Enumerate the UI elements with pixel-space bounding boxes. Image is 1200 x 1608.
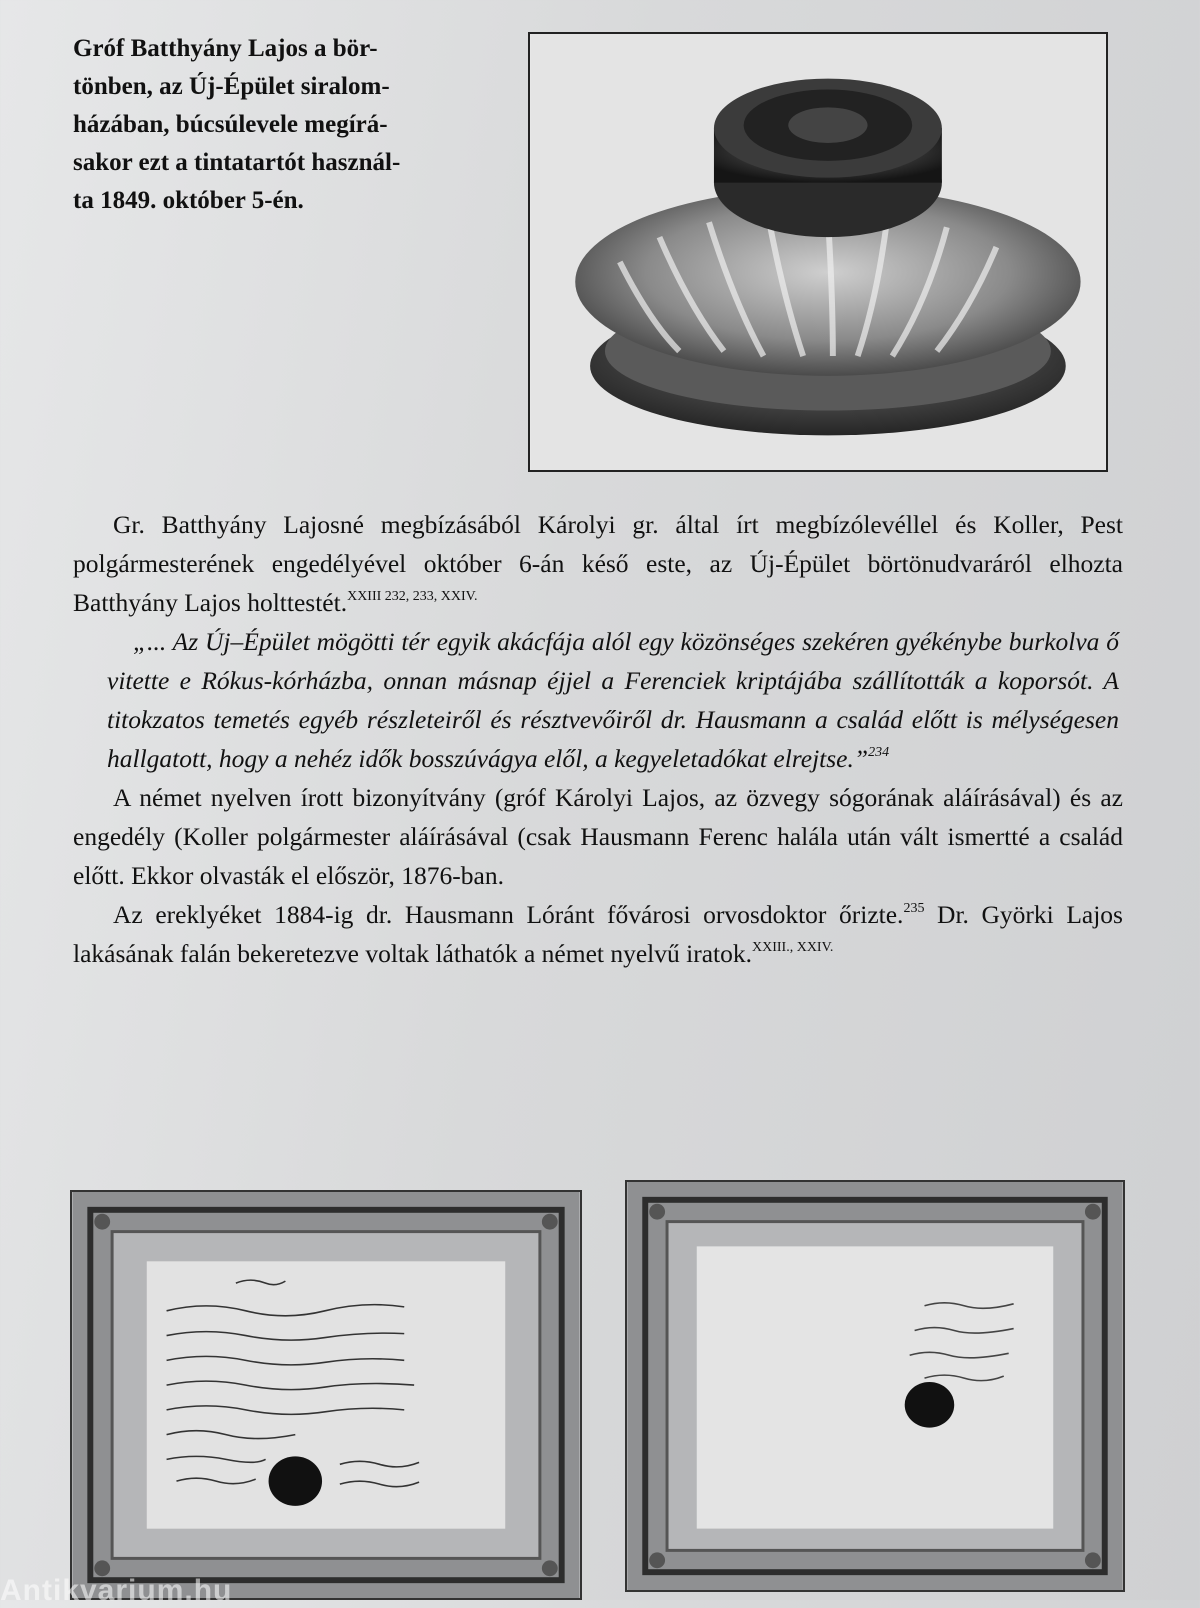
footnote-ref: XXIII., XXIV. — [752, 939, 834, 955]
paragraph-2: A német nyelven írott bizonyítvány (gróf Károlyi Lajos, az özvegy sógorának aláírásával) és az engedély (Koller polgármester aláírásával (csak Hausmann Ferenc halála után vált ismertté a család előtt. Ekkor olvasták el először, 1876-ban. — [73, 783, 1123, 890]
inkwell-photo — [528, 32, 1108, 472]
paragraph-3 — [73, 895, 1123, 973]
main-text — [73, 505, 1123, 973]
paragraph-1-text: Gr. Batthyány Lajosné megbízásából Károlyi gr. által írt megbízólevéllel és Koller, Pest polgármesterének engedélyével október 6-án késő este, az Új-Épület börtönudvaráról elhozta Batthyány Lajos holttestét. — [73, 510, 1123, 617]
watermark: Antikvarium.hu — [0, 1574, 233, 1607]
quotation-text: „... Az Új–Épület mögötti tér egyik akácfája alól egy közönséges szekéren gyékénybe burkolva ő vitette e Rókus-kórházba, onnan másnap éjjel a Ferenciek kriptájába szállították a koporsót. A titokzatos temetés egyéb részleteiről és résztvevőiről dr. Hausmann a család előtt is mélységesen hallgatott, hogy a nehéz idők bosszúvágya elől, a kegyeletadókat elrejtse.” — [107, 627, 1119, 773]
framed-document-illustration — [72, 1192, 580, 1598]
paragraph-1 — [73, 505, 1123, 622]
footnote-ref: 235 — [903, 900, 925, 916]
paragraph-3-text-b: Dr. Györki Lajos lakásának falán bekeretezve voltak láthatók a német nyelvű iratok. — [73, 900, 1123, 968]
footnote-ref: XXIII 232, 233, XXIV. — [347, 588, 478, 604]
certificate-photo-left — [70, 1190, 582, 1600]
wax-seal — [905, 1382, 955, 1428]
certificate-photo-right — [625, 1180, 1125, 1592]
image-caption: Gróf Batthyány Lajos a bör- tönben, az Új-Épület siralom- házában, búcsúlevele megírá- sakor ezt a tintatartót használ- ta 1849. október 5-én. — [73, 35, 401, 214]
framed-document-illustration — [627, 1182, 1123, 1590]
wax-seal — [269, 1456, 322, 1506]
paragraph-3-text-a: Az ereklyéket 1884-ig dr. Hausmann Lóránt fővárosi orvosdoktor őrizte. — [113, 900, 904, 929]
footnote-ref: 234 — [868, 744, 890, 760]
quotation — [73, 622, 1123, 778]
inkwell-illustration — [530, 34, 1106, 470]
